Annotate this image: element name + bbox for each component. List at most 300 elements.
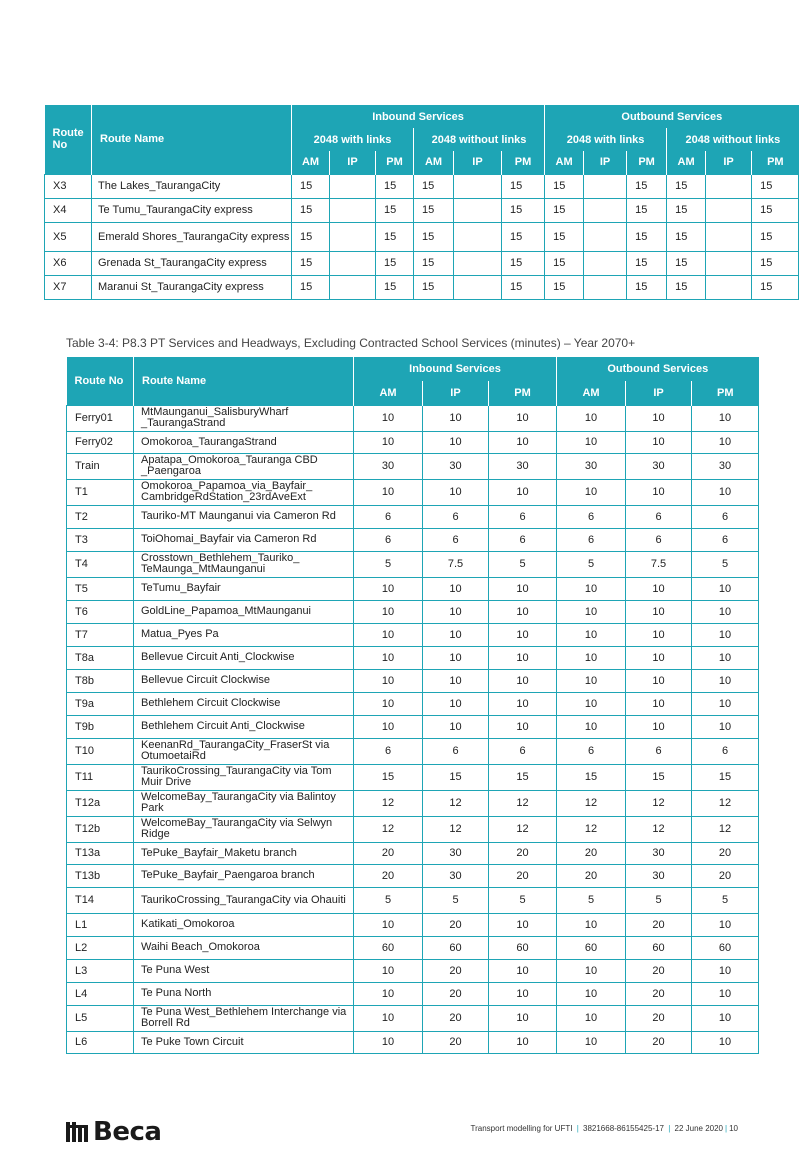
table-row [67, 738, 759, 764]
header-inbound-without-links: 2048 without links [414, 128, 545, 151]
route-name-cell: TaurikoCrossing_TaurangaCity via Tom Muir Drive [134, 764, 354, 790]
route-name-cell: Omokoroa_Papamoa_via_Bayfair_ CambridgeRdStation_23rdAveExt [134, 479, 354, 505]
headway-cell: 15 [667, 222, 706, 251]
table-row [45, 222, 799, 251]
headway-cell: 15 [292, 174, 330, 198]
headway-cell: 10 [489, 600, 557, 623]
route-name-cell: Tauriko-MT Maunganui via Cameron Rd [134, 505, 354, 528]
headway-cell: 10 [423, 646, 489, 669]
table-row [67, 982, 759, 1005]
route-no-cell: T6 [67, 600, 134, 623]
headway-cell: 12 [423, 790, 489, 816]
headway-cell: 10 [692, 669, 759, 692]
headway-cell: 6 [489, 505, 557, 528]
headway-cell: 15 [376, 275, 414, 299]
headway-cell: 10 [692, 1031, 759, 1053]
route-name-cell: Te Puna West [134, 959, 354, 982]
headway-cell: 15 [667, 198, 706, 222]
headway-cell: 12 [692, 790, 759, 816]
header-ip: IP [584, 151, 627, 174]
headway-cell: 15 [292, 198, 330, 222]
headway-cell: 10 [423, 577, 489, 600]
route-name-cell: Grenada St_TaurangaCity express [92, 251, 292, 275]
route-name-cell: Maranui St_TaurangaCity express [92, 275, 292, 299]
route-no-cell: T14 [67, 887, 134, 913]
headway-cell: 15 [545, 275, 584, 299]
header-outbound-with-links: 2048 with links [545, 128, 667, 151]
headway-cell: 30 [354, 453, 423, 479]
route-no-cell: T1 [67, 479, 134, 505]
footer-separator: | [668, 1124, 671, 1133]
route-no-cell: Train [67, 453, 134, 479]
headway-cell: 10 [692, 646, 759, 669]
headway-cell: 15 [414, 275, 454, 299]
route-name-cell: WelcomeBay_TaurangaCity via Selwyn Ridge [134, 816, 354, 842]
headway-cell: 10 [692, 600, 759, 623]
headway-cell: 10 [557, 982, 626, 1005]
headway-cell: 10 [354, 431, 423, 453]
headway-cell: 6 [354, 505, 423, 528]
headway-cell: 20 [626, 1031, 692, 1053]
headway-cell: 10 [489, 479, 557, 505]
headway-cell: 6 [692, 528, 759, 551]
headway-cell: 10 [489, 1005, 557, 1031]
headway-cell: 6 [692, 738, 759, 764]
headway-cell: 15 [667, 174, 706, 198]
headway-cell: 15 [292, 275, 330, 299]
headway-cell [584, 275, 627, 299]
table-row [67, 505, 759, 528]
headway-cell: 10 [354, 479, 423, 505]
table-caption: Table 3-4: P8.3 PT Services and Headways, Excluding Contracted School Services (minutes) – Year 2070+ [66, 336, 636, 350]
headway-cell: 10 [557, 405, 626, 431]
header-outbound: Outbound Services [557, 357, 759, 381]
route-no-cell: Ferry01 [67, 405, 134, 431]
headway-cell: 10 [354, 715, 423, 738]
headway-cell: 6 [626, 738, 692, 764]
table-row [67, 715, 759, 738]
headway-cell: 12 [626, 790, 692, 816]
table-row [45, 275, 799, 299]
headway-cell: 15 [752, 198, 799, 222]
headway-cell: 10 [354, 982, 423, 1005]
headway-cell: 15 [489, 764, 557, 790]
table-row [67, 431, 759, 453]
headway-cell: 30 [692, 453, 759, 479]
route-name-cell: TaurikoCrossing_TaurangaCity via Ohauiti [134, 887, 354, 913]
header-ip: IP [626, 381, 692, 405]
header-ip: IP [330, 151, 376, 174]
headway-cell: 10 [626, 715, 692, 738]
headway-cell [330, 275, 376, 299]
headway-cell: 10 [626, 623, 692, 646]
headway-cell: 30 [626, 842, 692, 864]
headway-cell: 30 [423, 842, 489, 864]
headway-cell: 15 [545, 198, 584, 222]
headway-cell: 15 [292, 251, 330, 275]
headway-cell: 10 [489, 405, 557, 431]
headway-cell: 15 [752, 251, 799, 275]
headway-cell: 10 [692, 623, 759, 646]
headway-cell [706, 198, 752, 222]
route-name-cell: Bellevue Circuit Clockwise [134, 669, 354, 692]
headway-cell: 10 [557, 577, 626, 600]
route-name-cell: GoldLine_Papamoa_MtMaunganui [134, 600, 354, 623]
headway-cell: 10 [489, 431, 557, 453]
headway-cell: 10 [626, 646, 692, 669]
table-row [67, 842, 759, 864]
headway-cell: 6 [423, 528, 489, 551]
headway-cell: 10 [557, 479, 626, 505]
headway-cell: 10 [626, 600, 692, 623]
headway-cell [706, 275, 752, 299]
route-name-cell: Emerald Shores_TaurangaCity express [92, 222, 292, 251]
headway-cell: 6 [557, 738, 626, 764]
headway-cell: 10 [626, 692, 692, 715]
headway-cell: 7.5 [626, 551, 692, 577]
headway-cell: 6 [626, 505, 692, 528]
route-no-cell: T9a [67, 692, 134, 715]
headway-cell: 10 [489, 577, 557, 600]
headway-cell: 30 [626, 453, 692, 479]
headway-cell: 10 [692, 1005, 759, 1031]
route-name-cell: TePuke_Bayfair_Paengaroa branch [134, 864, 354, 887]
table-row [67, 623, 759, 646]
table2-body [67, 405, 759, 1053]
headway-cell: 10 [489, 646, 557, 669]
headway-cell: 20 [626, 1005, 692, 1031]
headway-cell: 10 [557, 1031, 626, 1053]
route-name-cell: TePuke_Bayfair_Maketu branch [134, 842, 354, 864]
headway-cell: 20 [354, 842, 423, 864]
headway-cell: 5 [557, 551, 626, 577]
headway-cell: 15 [667, 275, 706, 299]
route-no-cell: X3 [45, 174, 92, 198]
headway-cell: 20 [626, 982, 692, 1005]
headway-cell: 6 [354, 738, 423, 764]
header-pm: PM [627, 151, 667, 174]
headway-cell: 10 [423, 669, 489, 692]
headway-cell [706, 174, 752, 198]
table-row [67, 600, 759, 623]
headway-cell: 15 [502, 275, 545, 299]
table-row [45, 198, 799, 222]
headway-cell: 20 [692, 842, 759, 864]
headway-cell: 20 [423, 1005, 489, 1031]
headway-cell: 6 [557, 528, 626, 551]
headway-cell: 12 [489, 816, 557, 842]
headway-cell: 15 [545, 222, 584, 251]
headway-cell: 15 [667, 251, 706, 275]
headway-cell [454, 222, 502, 251]
headway-cell: 15 [502, 222, 545, 251]
header-inbound: Inbound Services [354, 357, 557, 381]
header-inbound-with-links: 2048 with links [292, 128, 414, 151]
footer-date: 22 June 2020 [674, 1124, 724, 1133]
headway-cell: 10 [626, 479, 692, 505]
table-row [67, 646, 759, 669]
headway-cell: 6 [557, 505, 626, 528]
route-name-cell: Matua_Pyes Pa [134, 623, 354, 646]
headway-cell: 10 [354, 692, 423, 715]
headway-cell: 10 [557, 623, 626, 646]
route-no-cell: L4 [67, 982, 134, 1005]
headway-cell [706, 251, 752, 275]
route-name-cell: Bethlehem Circuit Clockwise [134, 692, 354, 715]
footer-separator: | [576, 1124, 579, 1133]
headway-cell: 10 [557, 913, 626, 936]
headway-cell: 15 [626, 764, 692, 790]
headway-cell: 5 [692, 551, 759, 577]
header-am: AM [414, 151, 454, 174]
header-route-no: Route No [45, 105, 92, 174]
headway-cell: 10 [626, 669, 692, 692]
route-name-cell: Omokoroa_TaurangaStrand [134, 431, 354, 453]
headway-cell: 20 [557, 864, 626, 887]
headway-cell: 60 [557, 936, 626, 959]
headway-cell: 60 [354, 936, 423, 959]
table-row [67, 764, 759, 790]
header-am: AM [292, 151, 330, 174]
headway-cell: 10 [354, 405, 423, 431]
table-row [67, 936, 759, 959]
headway-cell: 15 [692, 764, 759, 790]
headway-cell: 15 [354, 764, 423, 790]
table-row [45, 174, 799, 198]
headway-cell [330, 251, 376, 275]
headway-cell: 5 [354, 551, 423, 577]
headway-cell: 60 [626, 936, 692, 959]
route-no-cell: T11 [67, 764, 134, 790]
footer-text [470, 1124, 738, 1133]
headway-cell: 10 [423, 431, 489, 453]
headway-cell [330, 198, 376, 222]
headway-cell: 12 [489, 790, 557, 816]
headway-cell: 10 [692, 577, 759, 600]
headway-cell: 10 [489, 669, 557, 692]
route-no-cell: L3 [67, 959, 134, 982]
route-name-cell: Te Puke Town Circuit [134, 1031, 354, 1053]
headway-cell: 15 [752, 275, 799, 299]
footer-reference: 3821668-86155425-17 [583, 1124, 664, 1133]
route-no-cell: Ferry02 [67, 431, 134, 453]
table-row [67, 551, 759, 577]
headway-cell: 10 [423, 600, 489, 623]
route-no-cell: T12a [67, 790, 134, 816]
headway-cell: 15 [376, 222, 414, 251]
route-name-cell: Crosstown_Bethlehem_Tauriko_ TeMaunga_MtMaunganui [134, 551, 354, 577]
headway-cell: 20 [423, 959, 489, 982]
headway-cell [330, 174, 376, 198]
route-name-cell: Te Tumu_TaurangaCity express [92, 198, 292, 222]
headway-cell: 60 [489, 936, 557, 959]
table-row [67, 669, 759, 692]
headway-cell: 10 [557, 715, 626, 738]
headway-cell: 20 [423, 913, 489, 936]
headway-cell: 10 [354, 1005, 423, 1031]
headway-cell: 15 [627, 174, 667, 198]
headway-cell: 20 [626, 959, 692, 982]
headway-cell: 10 [692, 405, 759, 431]
headway-cell: 12 [354, 790, 423, 816]
route-no-cell: T4 [67, 551, 134, 577]
beca-logo-text: Beca [93, 1117, 162, 1147]
table-row [67, 453, 759, 479]
headway-cell: 10 [354, 623, 423, 646]
footer-separator: | [725, 1124, 728, 1133]
table-row [67, 1005, 759, 1031]
headway-cell [584, 174, 627, 198]
headway-cell: 15 [376, 198, 414, 222]
route-name-cell: Bethlehem Circuit Anti_Clockwise [134, 715, 354, 738]
route-no-cell: X4 [45, 198, 92, 222]
headway-cell [584, 222, 627, 251]
headway-cell: 10 [626, 431, 692, 453]
route-no-cell: L1 [67, 913, 134, 936]
table-row [67, 959, 759, 982]
route-no-cell: T12b [67, 816, 134, 842]
headway-cell: 15 [545, 174, 584, 198]
route-no-cell: X5 [45, 222, 92, 251]
headway-cell: 20 [423, 1031, 489, 1053]
headway-cell: 5 [489, 551, 557, 577]
headway-cell: 6 [692, 505, 759, 528]
footer-document: Transport modelling for UFTI [470, 1124, 573, 1133]
header-route-name: Route Name [134, 357, 354, 405]
headway-cell: 6 [626, 528, 692, 551]
headway-cell: 10 [557, 646, 626, 669]
headway-cell: 5 [626, 887, 692, 913]
route-no-cell: T3 [67, 528, 134, 551]
headway-cell: 15 [423, 764, 489, 790]
headway-cell: 10 [692, 715, 759, 738]
route-no-cell: L6 [67, 1031, 134, 1053]
route-no-cell: T13a [67, 842, 134, 864]
headway-cell: 10 [692, 959, 759, 982]
header-pm: PM [376, 151, 414, 174]
route-name-cell: Te Puna West_Bethlehem Interchange via Borrell Rd [134, 1005, 354, 1031]
headway-cell: 10 [626, 405, 692, 431]
headway-cell: 20 [423, 982, 489, 1005]
header-pm: PM [752, 151, 799, 174]
headway-cell: 20 [692, 864, 759, 887]
header-ip: IP [706, 151, 752, 174]
headway-cell: 10 [557, 1005, 626, 1031]
headway-cell: 12 [557, 790, 626, 816]
table-row [67, 913, 759, 936]
route-no-cell: T10 [67, 738, 134, 764]
footer-page: 10 [729, 1124, 738, 1133]
headway-cell: 10 [489, 982, 557, 1005]
table-row [67, 692, 759, 715]
headway-cell: 6 [354, 528, 423, 551]
headway-cell: 15 [414, 222, 454, 251]
headway-cell: 15 [752, 174, 799, 198]
header-am: AM [557, 381, 626, 405]
headway-cell [330, 222, 376, 251]
header-route-no: Route No [67, 357, 134, 405]
headway-cell: 5 [557, 887, 626, 913]
headway-cell: 10 [423, 623, 489, 646]
headway-cell: 12 [557, 816, 626, 842]
table-row [67, 887, 759, 913]
headway-cell [454, 275, 502, 299]
headway-cell: 10 [557, 431, 626, 453]
header-am: AM [667, 151, 706, 174]
headway-cell: 15 [502, 198, 545, 222]
headway-cell: 15 [627, 251, 667, 275]
headway-cell: 10 [423, 692, 489, 715]
headway-cell: 30 [489, 453, 557, 479]
headway-cell: 6 [423, 738, 489, 764]
headway-cell: 10 [354, 669, 423, 692]
headway-cell: 15 [376, 251, 414, 275]
route-name-cell: ToiOhomai_Bayfair via Cameron Rd [134, 528, 354, 551]
headway-cell: 10 [489, 959, 557, 982]
headway-cell: 10 [692, 692, 759, 715]
headway-cell: 15 [627, 198, 667, 222]
route-name-cell: Te Puna North [134, 982, 354, 1005]
headway-cell: 20 [557, 842, 626, 864]
headway-cell: 15 [752, 222, 799, 251]
headway-cell: 10 [489, 1031, 557, 1053]
route-no-cell: T8b [67, 669, 134, 692]
route-no-cell: T8a [67, 646, 134, 669]
headway-cell: 15 [557, 764, 626, 790]
headway-cell: 30 [626, 864, 692, 887]
route-no-cell: T13b [67, 864, 134, 887]
headway-cell: 10 [557, 669, 626, 692]
headway-cell: 12 [423, 816, 489, 842]
headway-cell: 15 [627, 222, 667, 251]
headway-cell: 15 [502, 174, 545, 198]
table-row [67, 816, 759, 842]
headway-cell [584, 251, 627, 275]
headway-cell: 5 [489, 887, 557, 913]
table-row [67, 790, 759, 816]
headway-cell: 10 [423, 715, 489, 738]
headway-cell [454, 174, 502, 198]
headway-cell: 10 [692, 913, 759, 936]
headway-cell: 10 [423, 405, 489, 431]
headway-cell: 15 [545, 251, 584, 275]
headway-cell: 12 [692, 816, 759, 842]
headway-cell: 60 [423, 936, 489, 959]
headway-cell: 10 [354, 1031, 423, 1053]
headway-cell: 15 [627, 275, 667, 299]
headway-cell: 15 [414, 198, 454, 222]
table-row [67, 405, 759, 431]
header-pm: PM [489, 381, 557, 405]
headway-cell: 20 [489, 842, 557, 864]
headway-cell: 10 [354, 959, 423, 982]
headway-cell: 10 [354, 913, 423, 936]
route-name-cell: The Lakes_TaurangaCity [92, 174, 292, 198]
route-no-cell: T2 [67, 505, 134, 528]
route-no-cell: L2 [67, 936, 134, 959]
route-no-cell: X7 [45, 275, 92, 299]
route-name-cell: KeenanRd_TaurangaCity_FraserSt via OtumoetaiRd [134, 738, 354, 764]
table-row [67, 479, 759, 505]
header-inbound: Inbound Services [292, 105, 545, 128]
services-table-2070 [66, 357, 759, 1054]
headway-cell: 10 [692, 431, 759, 453]
header-route-name: Route Name [92, 105, 292, 174]
route-name-cell: Waihi Beach_Omokoroa [134, 936, 354, 959]
headway-cell: 10 [489, 623, 557, 646]
route-name-cell: WelcomeBay_TaurangaCity via Balintoy Park [134, 790, 354, 816]
beca-logo-icon [66, 1122, 88, 1142]
